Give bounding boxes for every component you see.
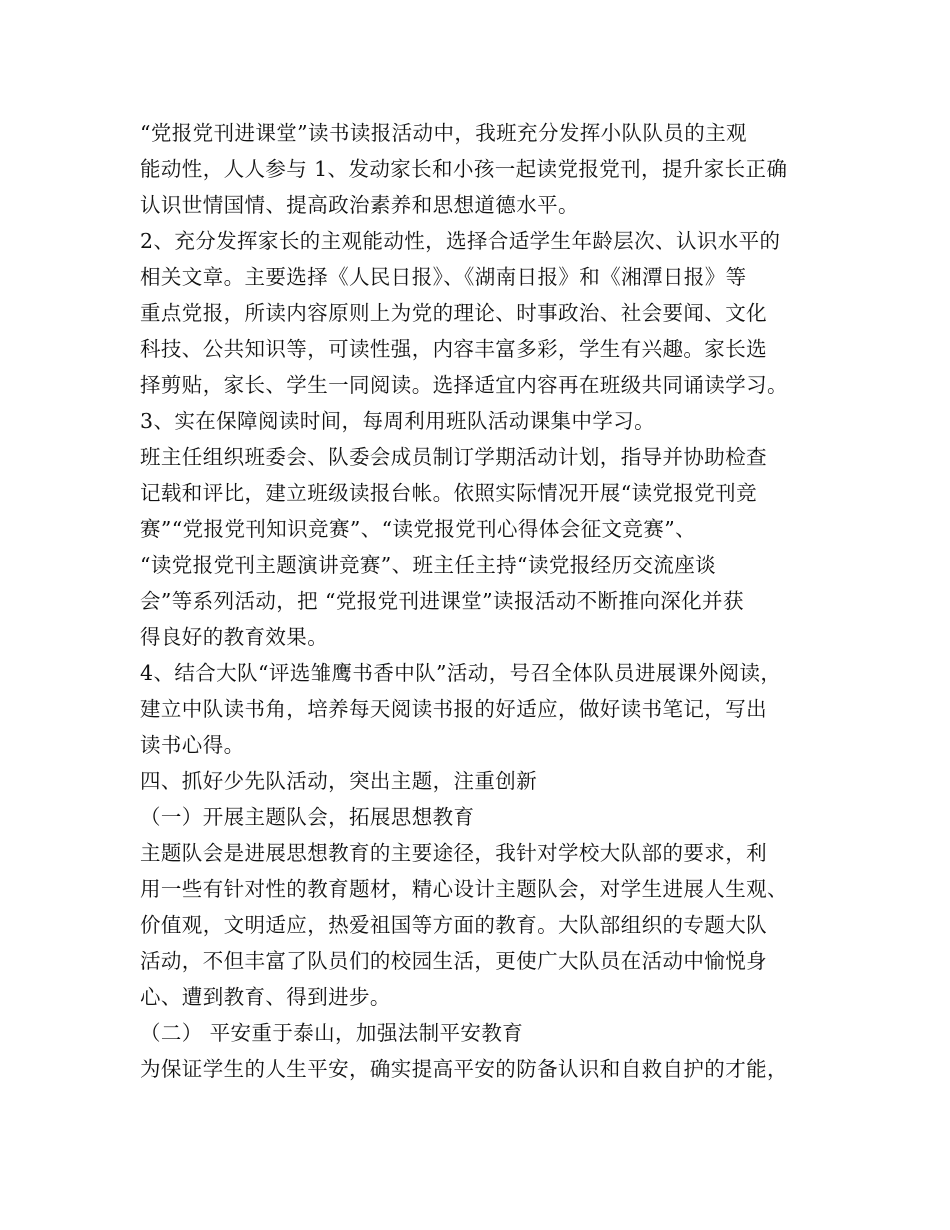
text-line: “党报党刊进课堂”读书读报活动中，我班充分发挥小队队员的主观 [140, 121, 747, 145]
subsection-heading: （二） 平安重于泰山，加强法制平安教育 [140, 1021, 524, 1045]
text-line: 科技、公共知识等，可读性强，内容丰富多彩，学生有兴趣。家长选 [140, 337, 767, 361]
text-line: 能动性，人人参与 1、发动家长和小孩一起读党报党刊，提升家长正确 [140, 157, 788, 181]
text-line: 班主任组织班委会、队委会成员制订学期活动计划，指导并协助检查 [140, 445, 767, 469]
text-line: 择剪贴，家长、学生一同阅读。选择适宜内容再在班级共同诵读学习。 [140, 373, 788, 397]
text-line: 重点党报，所读内容原则上为党的理论、时事政治、社会要闻、文化 [140, 301, 767, 325]
text-line: 4、结合大队“评选雏鹰书香中队”活动，号召全体队员进展课外阅读， [140, 661, 782, 685]
text-line: 主题队会是进展思想教育的主要途径，我针对学校大队部的要求，利 [140, 841, 767, 865]
text-line: 活动，不但丰富了队员们的校园生活，更使广大队员在活动中愉悦身 [140, 949, 767, 973]
text-line: 记载和评比，建立班级读报台帐。依照实际情况开展“读党报党刊竞 [140, 481, 757, 505]
text-line: 用一些有针对性的教育题材，精心设计主题队会，对学生进展人生观、 [140, 877, 788, 901]
text-line: 认识世情国情、提高政治素养和思想道德水平。 [140, 193, 579, 217]
text-line: 为保证学生的人生平安，确实提高平安的防备认识和自救自护的才能， [140, 1057, 788, 1081]
text-line: 赛”“党报党刊知识竞赛”、“读党报党刊心得体会征文竞赛”、 [140, 517, 696, 541]
text-line: 价值观，文明适应，热爱祖国等方面的教育。大队部组织的专题大队 [140, 913, 767, 937]
text-line: 2、充分发挥家长的主观能动性，选择合适学生年龄层次、认识水平的 [140, 229, 781, 253]
text-line: 得良好的教育效果。 [140, 625, 329, 649]
subsection-heading: （一）开展主题队会，拓展思想教育 [140, 805, 475, 829]
text-line: 相关文章。主要选择《人民日报》、《湖南日报》和《湘潭日报》等 [140, 265, 747, 289]
text-line: 建立中队读书角，培养每天阅读书报的好适应，做好读书笔记，写出 [140, 697, 767, 721]
text-line: 读书心得。 [140, 733, 245, 757]
text-line: 会”等系列活动，把 “党报党刊进课堂”读报活动不断推向深化并获 [140, 589, 744, 613]
text-line: 3、实在保障阅读时间，每周利用班队活动课集中学习。 [140, 409, 656, 433]
text-line: “读党报党刊主题演讲竞赛”、班主任主持“读党报经历交流座谈 [140, 553, 717, 577]
section-heading: 四、抓好少先队活动，突出主题，注重创新 [140, 769, 538, 793]
text-line: 心、遭到教育、得到进步。 [140, 985, 391, 1009]
document-body [140, 115, 840, 1087]
